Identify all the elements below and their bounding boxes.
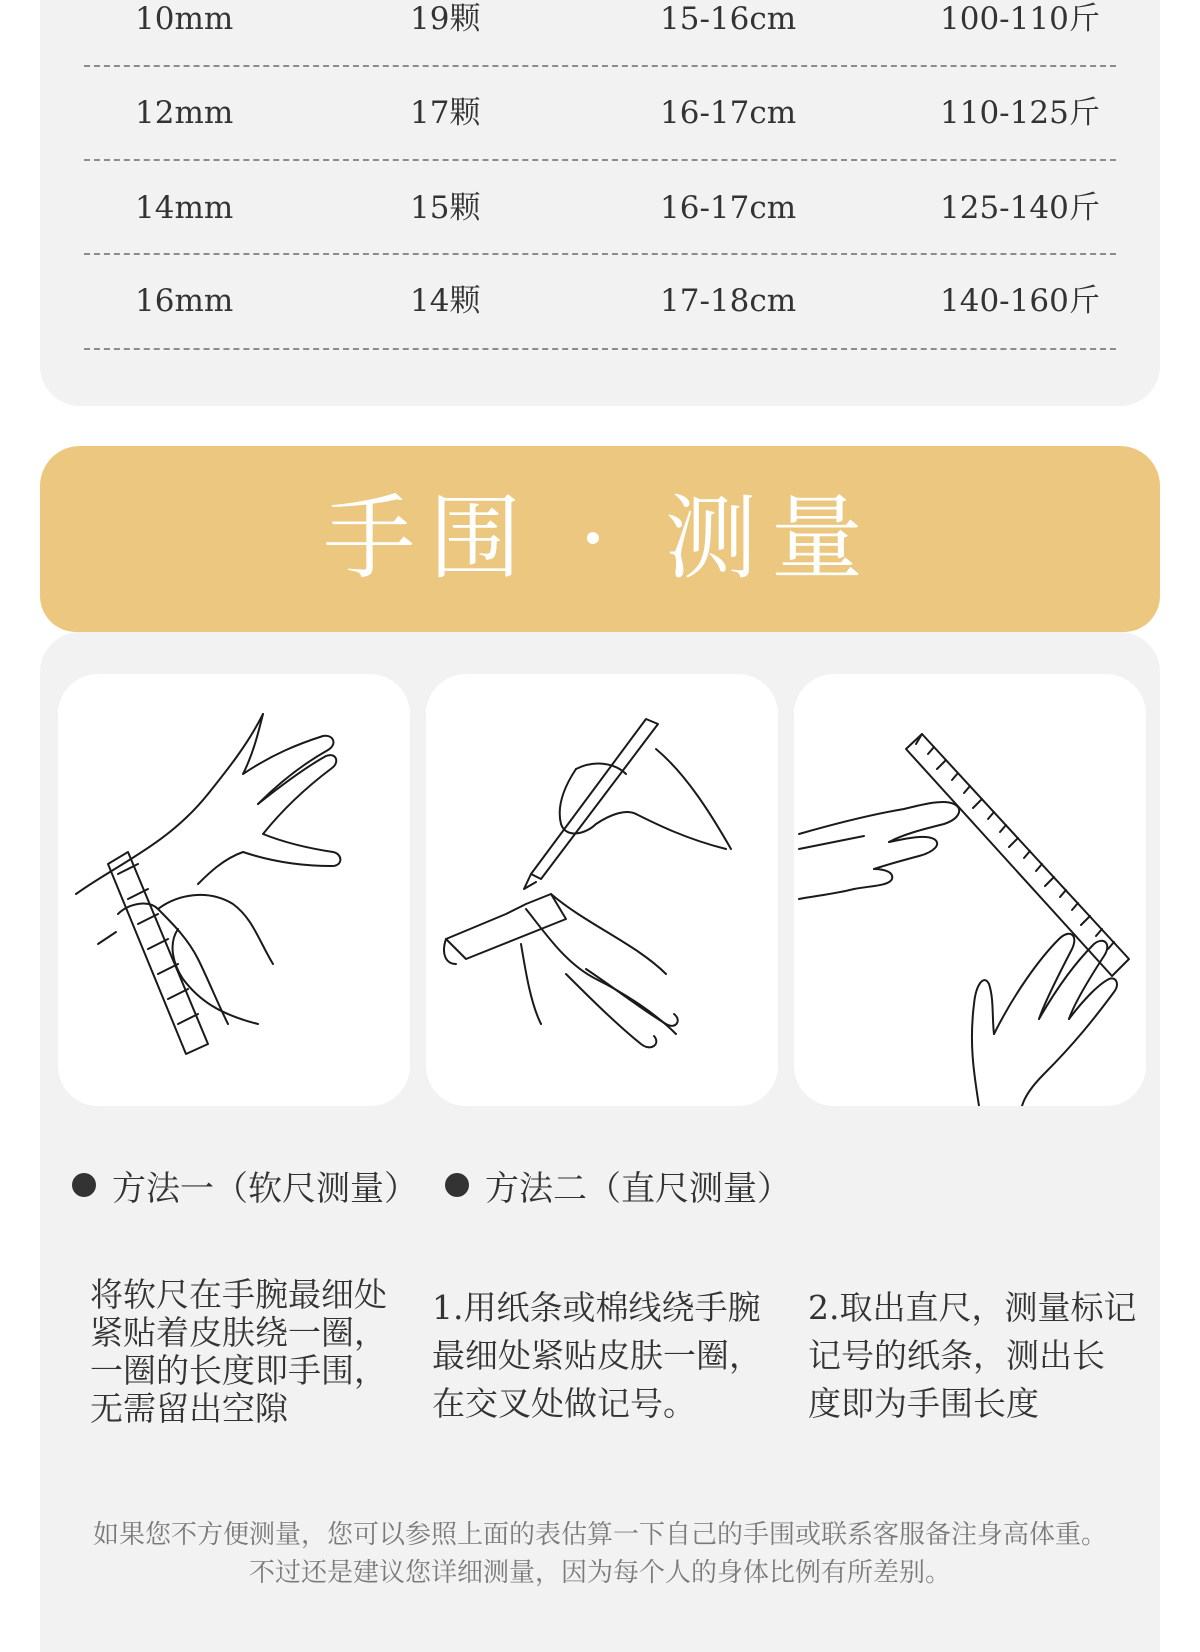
table-row [40, 271, 1160, 331]
illustration-soft-tape [58, 674, 410, 1106]
wrist-size-cell: 15-16cm [660, 1, 797, 37]
wrist-size-cell: 16-17cm [660, 95, 797, 131]
bead-size-cell: 10mm [135, 1, 234, 37]
footnote-line: 如果您不方便测量，您可以参照上面的表估算一下自己的手围或联系客服备注身高体重。 [92, 1520, 1107, 1550]
instruction-line: 度即为手围长度 [808, 1384, 1039, 1423]
table-row [40, 0, 1160, 49]
hand-with-pen-icon [426, 674, 778, 1106]
bullet-dot-icon [72, 1173, 96, 1197]
illustration-paper-strip [426, 674, 778, 1106]
instruction-line: 1.用纸条或棉线绕手腕 [432, 1288, 761, 1327]
row-divider [84, 348, 1116, 350]
footnote-line: 不过还是建议您详细测量，因为每个人的身体比例有所差别。 [248, 1558, 951, 1588]
hand-with-ruler-icon [794, 674, 1146, 1106]
instruction-line: 无需留出空隙 [90, 1389, 288, 1428]
weight-cell: 125-140斤 [940, 190, 1100, 226]
bead-count-cell: 15颗 [410, 190, 481, 226]
bead-count-cell: 14颗 [410, 283, 481, 319]
instruction-line: 2.取出直尺，测量标记 [808, 1288, 1137, 1327]
wrist-size-cell: 17-18cm [660, 283, 797, 319]
bead-size-cell: 14mm [135, 190, 234, 226]
section-title: 手围 · 测量 [323, 485, 877, 592]
instruction-line: 紧贴着皮肤绕一圈， [90, 1313, 387, 1352]
weight-cell: 140-160斤 [940, 283, 1100, 319]
straight-ruler-step-one [432, 1284, 762, 1428]
bullet-dot-icon [445, 1173, 469, 1197]
soft-ruler-instructions [90, 1276, 410, 1428]
row-divider [84, 253, 1116, 255]
row-divider [84, 65, 1116, 67]
row-divider [84, 159, 1116, 161]
method-two-heading [445, 1160, 791, 1210]
table-row [40, 83, 1160, 143]
section-title-band [40, 446, 1160, 632]
method-one-heading [72, 1160, 418, 1210]
hand-with-tape-icon [58, 674, 410, 1106]
bead-size-cell: 16mm [135, 283, 234, 319]
instruction-line: 记号的纸条，测出长 [808, 1336, 1105, 1375]
instruction-line: 将软尺在手腕最细处 [90, 1275, 387, 1314]
instruction-line: 最细处紧贴皮肤一圈， [432, 1336, 762, 1375]
table-row [40, 178, 1160, 238]
bead-count-cell: 19颗 [410, 1, 481, 37]
weight-cell: 110-125斤 [940, 95, 1100, 131]
instruction-line: 一圈的长度即手围， [90, 1351, 387, 1390]
size-table-card [40, 0, 1160, 406]
illustration-ruler [794, 674, 1146, 1106]
method-two-label: 方法二（直尺测量） [485, 1168, 791, 1209]
bead-count-cell: 17颗 [410, 95, 481, 131]
straight-ruler-step-two [808, 1284, 1137, 1428]
method-one-label: 方法一（软尺测量） [112, 1168, 418, 1209]
instruction-line: 在交叉处做记号。 [432, 1384, 696, 1423]
bead-size-cell: 12mm [135, 95, 234, 131]
wrist-size-cell: 16-17cm [660, 190, 797, 226]
measurement-card [40, 632, 1160, 1652]
weight-cell: 100-110斤 [940, 1, 1100, 37]
